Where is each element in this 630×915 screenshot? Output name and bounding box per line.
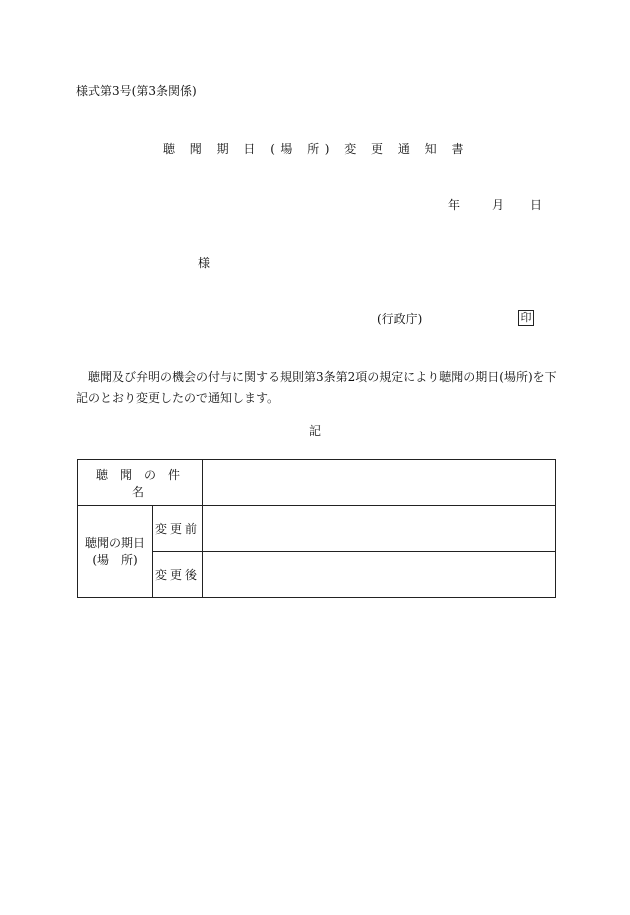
seal-icon: 印 — [518, 310, 534, 326]
addressee-honorific: 様 — [198, 256, 211, 270]
case-name-value[interactable] — [203, 460, 556, 506]
form-number: 様式第3号(第3条関係) — [76, 84, 197, 98]
case-name-label: 聴聞の件名 — [78, 460, 203, 506]
body-paragraph: 聴聞及び弁明の機会の付与に関する規則第3条第2項の規定により聴聞の期日(場所)を下記のとおり変更したので通知します。 — [76, 370, 557, 405]
date-place-label-line1: 聴聞の期日 — [84, 535, 145, 550]
date-place-label-line2: (場 所) — [92, 552, 138, 567]
date-place-label — [78, 506, 153, 598]
agency-label: (行政庁) — [377, 312, 423, 326]
date-day: 日 — [530, 198, 543, 212]
date-year: 年 — [448, 198, 461, 212]
after-label: 変更後 — [153, 552, 203, 598]
date-line — [448, 199, 542, 211]
date-month: 月 — [492, 198, 505, 212]
after-value[interactable] — [203, 552, 556, 598]
before-label: 変更前 — [153, 506, 203, 552]
details-table — [77, 459, 556, 598]
ki-heading: 記 — [308, 424, 321, 438]
document-title: 聴 聞 期 日 (場 所) 変 更 通 知 書 — [162, 142, 469, 156]
before-value[interactable] — [203, 506, 556, 552]
